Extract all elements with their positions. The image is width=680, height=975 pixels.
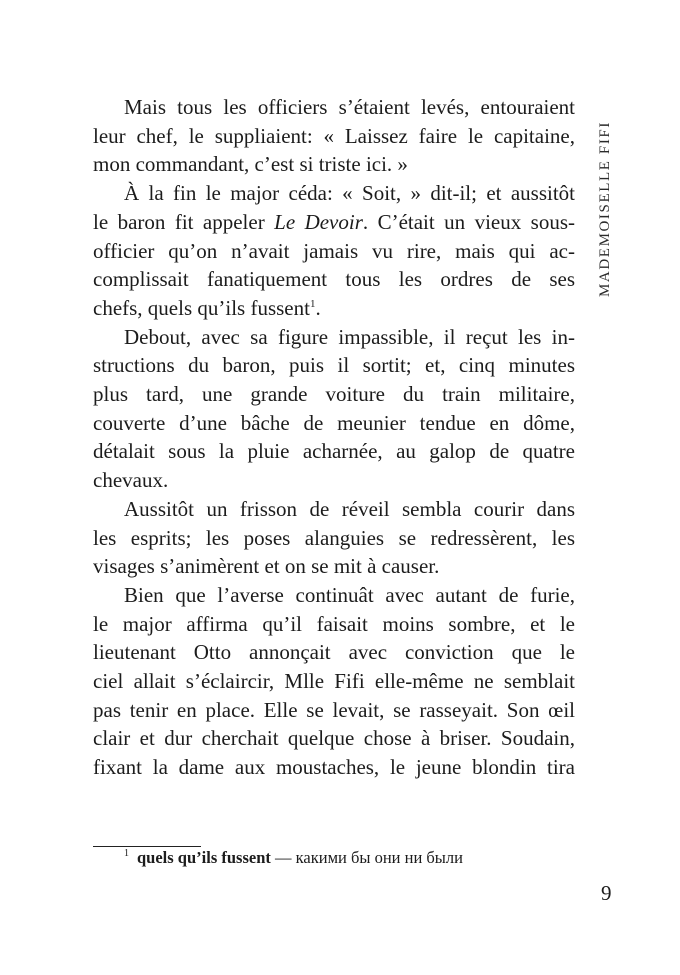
text-line: complissait fanatiquement tous les ordres de ses (93, 267, 575, 292)
text-line: clair et dur cherchait quelque chose à briser. Soudain, (93, 726, 575, 751)
paragraph (93, 179, 575, 323)
text-line: mon commandant, c’est si triste ici. » (93, 152, 408, 177)
text-line: Bien que l’averse continuât avec autant de furie, (124, 582, 575, 607)
text-line: Debout, avec sa figure impassible, il reçut les in- (124, 324, 575, 349)
text-line: Mais tous les officiers s’étaient levés, entouraient (124, 95, 575, 119)
text-run: . C’était un vieux sous- (362, 209, 575, 234)
paragraph (93, 581, 575, 782)
text-line: fixant la dame aux moustaches, le jeune blondin tira (93, 755, 575, 780)
text-line: ciel allait s’éclaircir, Mlle Fifi elle-même ne semblait (93, 669, 575, 694)
footnote-translation: — какими бы они ни были (270, 848, 463, 867)
footnote-term: quels qu’ils fussent (137, 848, 271, 867)
newspaper-title: Le Devoir (274, 209, 363, 234)
text-line: détalait sous la pluie acharnée, au galop de quatre (93, 439, 575, 464)
text-line: les esprits; les poses alanguies se redressèrent, les (93, 525, 575, 550)
text-line (93, 208, 575, 237)
text-line: Aussitôt un frisson de réveil sembla courir dans (124, 496, 575, 521)
footnote-rule (93, 846, 201, 847)
text-line: visages s’animèrent et on se mit à causer. (93, 554, 440, 579)
paragraph (93, 495, 575, 581)
footnote (124, 848, 463, 868)
text-line (93, 294, 575, 323)
text-line: officier qu’on n’avait jamais vu rire, mais qui ac- (93, 238, 575, 263)
text-run: . (315, 295, 321, 320)
text-line: lieutenant Otto annonçait avec conviction que le (93, 640, 575, 665)
paragraph (93, 323, 575, 495)
text-line: chevaux. (93, 468, 169, 493)
footnote-number: 1 (124, 848, 129, 859)
running-head: MADEMOISELLE FIFI (597, 121, 613, 297)
text-line: pas tenir en place. Elle se levait, se rasseyait. Son œil (93, 697, 575, 722)
body-text (93, 93, 575, 782)
footnote-marker[interactable]: 1 (309, 297, 316, 310)
text-run: chefs, quels qu’ils fussent (93, 295, 310, 320)
text-line: structions du baron, puis il sortit; et, cinq minutes (93, 353, 575, 378)
text-line: le major affirma qu’il faisait moins sombre, et le (93, 611, 575, 636)
page-number: 9 (601, 881, 612, 905)
text-line: couverte d’une bâche de meunier tendue en dôme, (93, 410, 575, 435)
text-run: le baron fit appeler (93, 209, 275, 234)
text-line: plus tard, une grande voiture du train militaire, (93, 382, 575, 407)
text-line: leur chef, le suppliaient: « Laissez faire le capitaine, (93, 123, 575, 148)
text-line: À la fin le major céda: « Soit, » dit-il; et aussitôt (124, 181, 575, 206)
paragraph (93, 93, 575, 179)
